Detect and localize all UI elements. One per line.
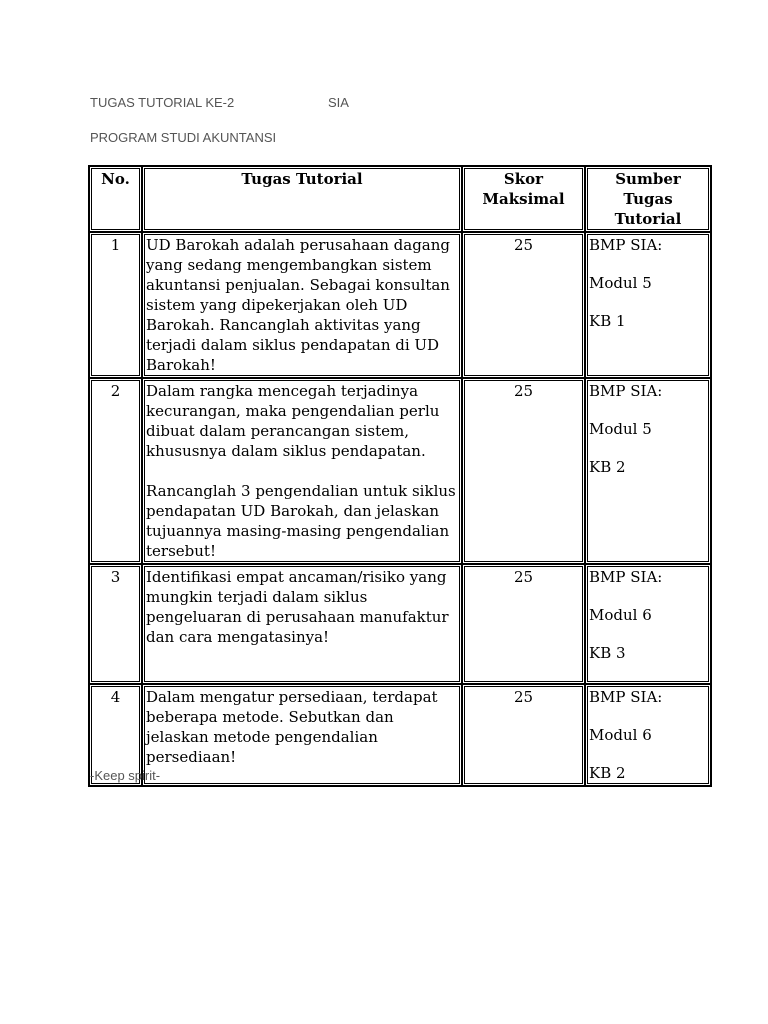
table-header-row bbox=[89, 166, 711, 232]
task-paragraph: Dalam mengatur persediaan, terdapat beberapa metode. Sebutkan dan jelaskan metode pengendalian persediaan! bbox=[146, 688, 438, 766]
task-paragraph: Identifikasi empat ancaman/risiko yang mungkin terjadi dalam siklus pengeluaran di perusahaan manufaktur dan cara mengatasinya! bbox=[146, 568, 449, 646]
document-title-line bbox=[90, 95, 349, 110]
source-kb: KB 2 bbox=[589, 458, 626, 476]
tutorial-task-table bbox=[88, 165, 712, 787]
task-description bbox=[142, 378, 462, 564]
assignment-title: TUGAS TUTORIAL KE-2 bbox=[90, 95, 235, 110]
source-kb: KB 2 bbox=[589, 764, 626, 782]
table-row bbox=[89, 684, 711, 786]
column-header-score bbox=[462, 166, 585, 232]
source-module: Modul 5 bbox=[589, 274, 652, 292]
source-kb: KB 1 bbox=[589, 312, 626, 330]
max-score: 25 bbox=[462, 232, 585, 378]
column-header-score-label: Skor Maksimal bbox=[482, 170, 565, 208]
task-description bbox=[142, 564, 462, 684]
source-book: BMP SIA: bbox=[589, 382, 663, 400]
row-number: 3 bbox=[89, 564, 142, 684]
source-book: BMP SIA: bbox=[589, 688, 663, 706]
max-score: 25 bbox=[462, 378, 585, 564]
max-score: 25 bbox=[462, 684, 585, 786]
study-program: PROGRAM STUDI AKUNTANSI bbox=[90, 130, 277, 145]
column-header-source bbox=[585, 166, 711, 232]
task-description bbox=[142, 232, 462, 378]
column-header-task: Tugas Tutorial bbox=[142, 166, 462, 232]
footer-note: -Keep spirit- bbox=[90, 768, 161, 783]
table-row bbox=[89, 564, 711, 684]
column-header-no: No. bbox=[89, 166, 142, 232]
task-paragraph: UD Barokah adalah perusahaan dagang yang sedang mengembangkan sistem akuntansi penjualan. Sebagai konsultan sistem yang dipekerjakan oleh UD Barokah. Rancanglah aktivitas yang terjadi dalam siklus pendapatan di UD Barokah! bbox=[146, 236, 450, 374]
source-module: Modul 5 bbox=[589, 420, 652, 438]
table-row bbox=[89, 378, 711, 564]
task-source bbox=[585, 564, 711, 684]
table-row bbox=[89, 232, 711, 378]
source-kb: KB 3 bbox=[589, 644, 626, 662]
task-paragraph: Rancanglah 3 pengendalian untuk siklus pendapatan UD Barokah, dan jelaskan tujuannya masing-masing pengendalian tersebut! bbox=[146, 482, 456, 560]
task-source bbox=[585, 232, 711, 378]
task-source bbox=[585, 378, 711, 564]
column-header-source-label: Sumber Tugas Tutorial bbox=[614, 170, 682, 228]
max-score: 25 bbox=[462, 564, 585, 684]
course-code: SIA bbox=[328, 95, 349, 110]
task-source bbox=[585, 684, 711, 786]
row-number: 2 bbox=[89, 378, 142, 564]
task-description bbox=[142, 684, 462, 786]
source-module: Modul 6 bbox=[589, 606, 652, 624]
source-book: BMP SIA: bbox=[589, 568, 663, 586]
row-number: 4 bbox=[89, 684, 142, 786]
source-module: Modul 6 bbox=[589, 726, 652, 744]
source-book: BMP SIA: bbox=[589, 236, 663, 254]
task-paragraph: Dalam rangka mencegah terjadinya kecurangan, maka pengendalian perlu dibuat dalam perancangan sistem, khususnya dalam siklus pendapatan. bbox=[146, 382, 440, 460]
row-number: 1 bbox=[89, 232, 142, 378]
